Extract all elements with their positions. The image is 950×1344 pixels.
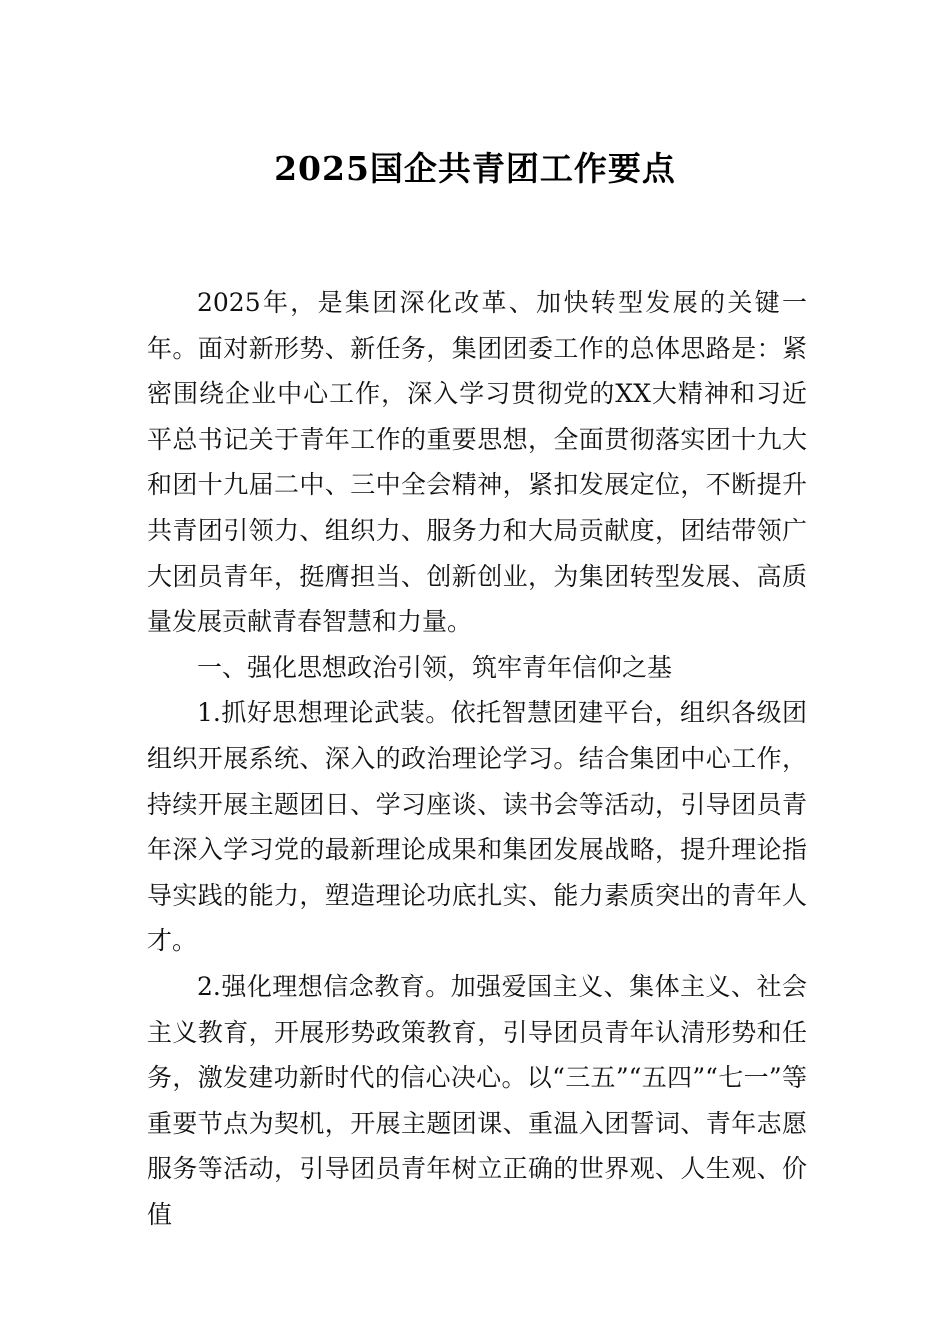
document-title: 2025国企共青团工作要点 <box>274 149 676 188</box>
section-heading-1: 一、强化思想政治引领，筑牢青年信仰之基 <box>197 652 673 682</box>
item-paragraph-2: 2.强化理想信念教育。加强爱国主义、集体主义、社会主义教育，开展形势政策教育，引导团员青年认清形势和任务，激发建功新时代的信心决心。以“三五”“五四”“七一”等重要节点为契机，开展主题团课、重温入团誓词、青年志愿服务等活动，引导团员青年树立正确的世界观、人生观、价值 <box>147 971 807 1229</box>
intro-paragraph: 2025年，是集团深化改革、加快转型发展的关键一年。面对新形势、新任务，集团团委工作的总体思路是：紧密围绕企业中心工作，深入学习贯彻党的XX大精神和习近平总书记关于青年工作的重要思想，全面贯彻落实团十九大和团十九届二中、三中全会精神，紧扣发展定位，不断提升共青团引领力、组织力、服务力和大局贡献度，团结带领广大团员青年，挺膺担当、创新创业，为集团转型发展、高质量发展贡献青春智慧和力量。 <box>147 288 807 637</box>
item-paragraph-1: 1.抓好思想理论武装。依托智慧团建平台，组织各级团组织开展系统、深入的政治理论学习。结合集团中心工作，持续开展主题团日、学习座谈、读书会等活动，引导团员青年深入学习党的最新理论成果和集团发展战略，提升理论指导实践的能力，塑造理论功底扎实、能力素质突出的青年人才。 <box>147 698 807 956</box>
document-body <box>147 280 807 1237</box>
